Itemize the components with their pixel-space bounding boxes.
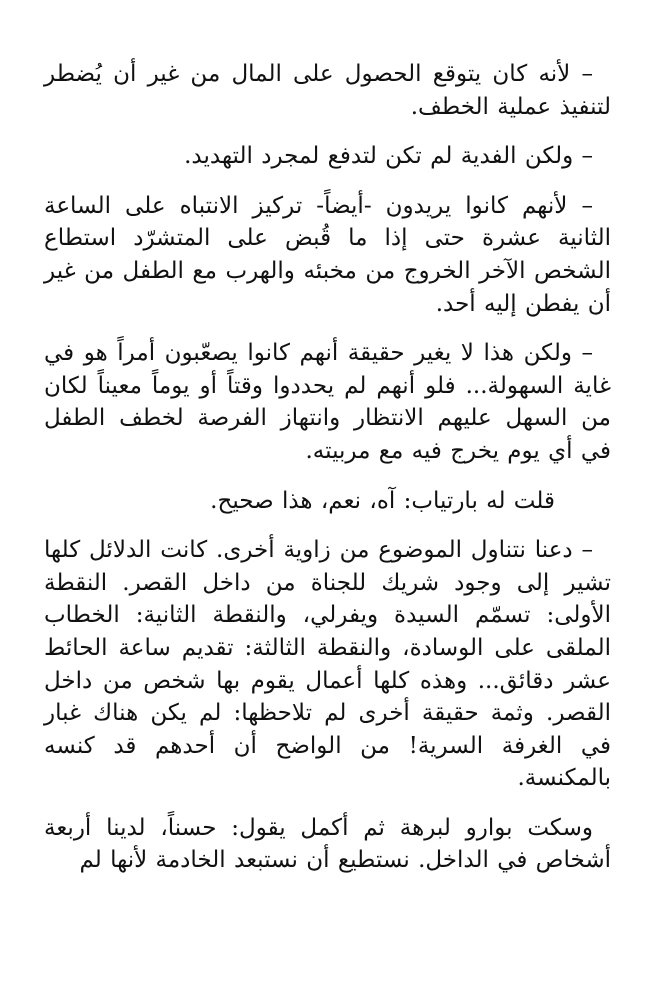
paragraph-inside-accomplice: – دعنا نتناول الموضوع من زاوية أخرى. كانت الدلائل كلها تشير إلى وجود شريك للجناة من داخل القصر. النقطة الأولى: تسمّم السيدة ويفرلي، والنقطة الثانية: الخطاب الملقى على الوسادة، والنقطة الثالثة: تقديم ساعة الحائط عشر دقائق... وهذه كلها أعمال يقوم بها شخص من داخل القصر. وثمة حقيقة أخرى لم تلاحظها: لم يكن هناك غبار في الغرفة السرية! من الواضح أن أحدهم قد كنسه بالمكنسة.	[44, 537, 611, 792]
paragraph-twelve-oclock: – لأنهم كانوا يريدون -أيضاً- تركيز الانتباه على الساعة الثانية عشرة حتى إذا ما قُبض على المتشرّد استطاع الشخص الآخر الخروج من مخبئه والهرب مع الطفل من غير أن يفطن إليه أحد.	[44, 192, 611, 317]
paragraph-narrator-reply: قلت له بارتياب: آه، نعم، هذا صحيح.	[210, 487, 555, 514]
paragraph-poirot-continues: وسكت بوارو لبرهة ثم أكمل يقول: حسناً، لدينا أربعة أشخاص في الداخل. نستطيع أن نستبعد الخادمة لأنها لم	[44, 814, 611, 874]
paragraph-easy-task: – ولكن هذا لا يغير حقيقة أنهم كانوا يصعّبون أمراً هو في غاية السهولة... فلو أنهم لم يحددوا وقتاً أو يوماً معيناً لكان من السهل عليهم الانتظار وانتهاز الفرصة لخطف الطفل في أي يوم يخرج فيه مع مربيته.	[44, 340, 611, 464]
paragraph-ransom-threat: – ولكن الفدية لم تكن لتدفع لمجرد التهديد.	[184, 143, 593, 170]
paragraph-ransom-expectation: – لأنه كان يتوقع الحصول على المال من غير أن يُضطر لتنفيذ عملية الخطف.	[44, 61, 611, 120]
